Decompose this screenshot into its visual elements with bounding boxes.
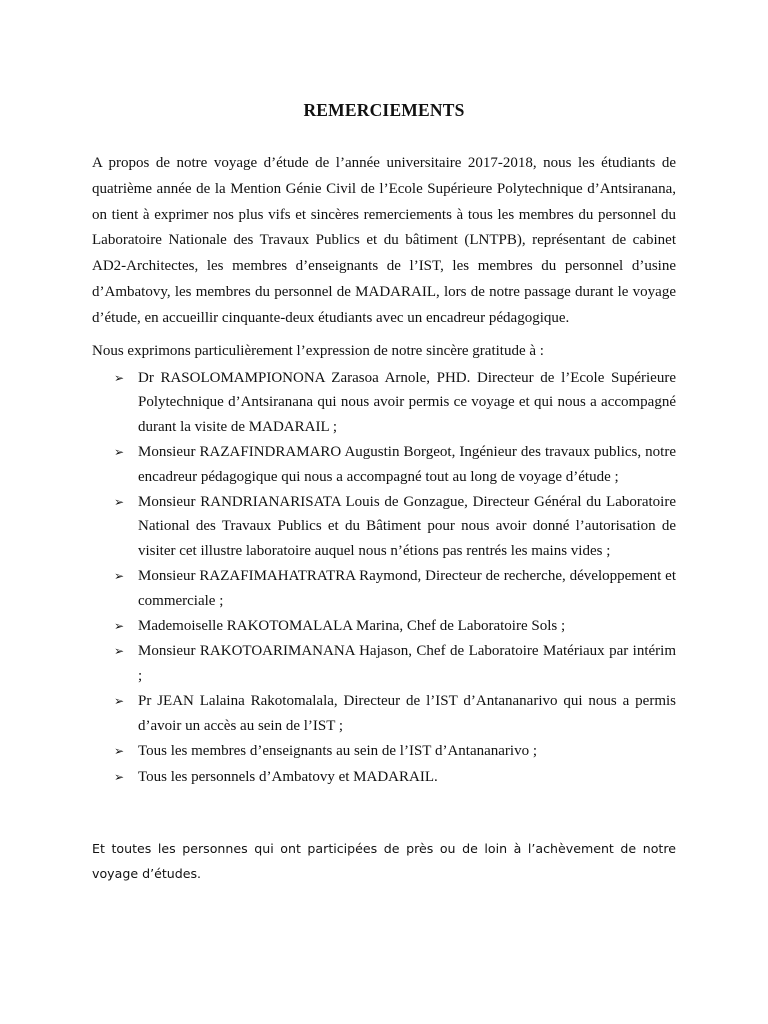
closing-paragraph: Et toutes les personnes qui ont participées de près ou de loin à l’achèvement de notre voyage d’études. — [92, 841, 676, 881]
arrow-bullet-icon: ➢ — [114, 445, 125, 460]
list-item — [114, 440, 676, 489]
arrow-bullet-icon: ➢ — [114, 744, 125, 759]
page-title: REMERCIEMENTS — [303, 100, 465, 120]
gratitude-lead: Nous exprimons particulièrement l’expression de notre sincère gratitude à : — [92, 343, 544, 359]
list-item-text: Dr RASOLOMAMPIONONA Zarasoa Arnole, PHD. Directeur de l’Ecole Supérieure Polytechnique d’Antsiranana qui nous avoir permis ce voyage et qui nous a accompagné durant la visite de MADARAIL ; — [138, 370, 676, 435]
arrow-bullet-icon: ➢ — [114, 495, 125, 510]
arrow-bullet-icon: ➢ — [114, 694, 125, 709]
list-item — [114, 490, 676, 563]
list-item-text: Monsieur RANDRIANARISATA Louis de Gonzague, Directeur Général du Laboratoire National des Travaux Publics et du Bâtiment pour nous avoir donné l’autorisation de visiter cet illustre laboratoire auquel nous n’étions pas rentrés les mains vides ; — [138, 494, 676, 559]
arrow-bullet-icon: ➢ — [114, 644, 125, 659]
arrow-bullet-icon: ➢ — [114, 619, 125, 634]
list-item-text: Monsieur RAZAFIMAHATRATRA Raymond, Directeur de recherche, développement et commerciale ; — [138, 568, 676, 609]
acknowledgement-list — [114, 366, 676, 790]
arrow-bullet-icon: ➢ — [114, 569, 125, 584]
list-item — [114, 639, 676, 688]
list-item — [114, 739, 676, 763]
list-item — [114, 765, 676, 789]
arrow-bullet-icon: ➢ — [114, 769, 125, 784]
list-item-text: Monsieur RAKOTOARIMANANA Hajason, Chef de Laboratoire Matériaux par intérim ; — [138, 643, 676, 684]
list-item-text: Monsieur RAZAFINDRAMARO Augustin Borgeot, Ingénieur des travaux publics, notre encadreur pédagogique qui nous a accompagné tout au long de voyage d’étude ; — [138, 444, 676, 485]
list-item-text: Tous les membres d’enseignants au sein de l’IST d’Antananarivo ; — [138, 743, 537, 760]
list-item — [114, 366, 676, 439]
list-item-text: Pr JEAN Lalaina Rakotomalala, Directeur de l’IST d’Antananarivo qui nous a permis d’avoir un accès au sein de l’IST ; — [138, 693, 676, 734]
list-item — [114, 564, 676, 613]
list-item — [114, 614, 676, 638]
list-item-text: Tous les personnels d’Ambatovy et MADARAIL. — [138, 768, 438, 785]
intro-paragraph: A propos de notre voyage d’étude de l’année universitaire 2017-2018, nous les étudiants de quatrième année de la Mention Génie Civil de l’Ecole Supérieure Polytechnique d’Antsiranana, on tient à exprimer nos plus vifs et sincères remerciements à tous les membres du personnel du Laboratoire Nationale des Travaux Publics et du bâtiment (LNTPB), représentant de cabinet AD2-Architectes, les membres d’enseignants de l’IST, les membres du personnel d’usine d’Ambatovy, les membres du personnel de MADARAIL, lors de notre passage durant le voyage d’étude, en accueillir cinquante-deux étudiants avec un encadreur pédagogique. — [92, 155, 676, 326]
list-item — [114, 689, 676, 738]
arrow-bullet-icon: ➢ — [114, 371, 125, 385]
list-item-text: Mademoiselle RAKOTOMALALA Marina, Chef de Laboratoire Sols ; — [138, 618, 566, 635]
